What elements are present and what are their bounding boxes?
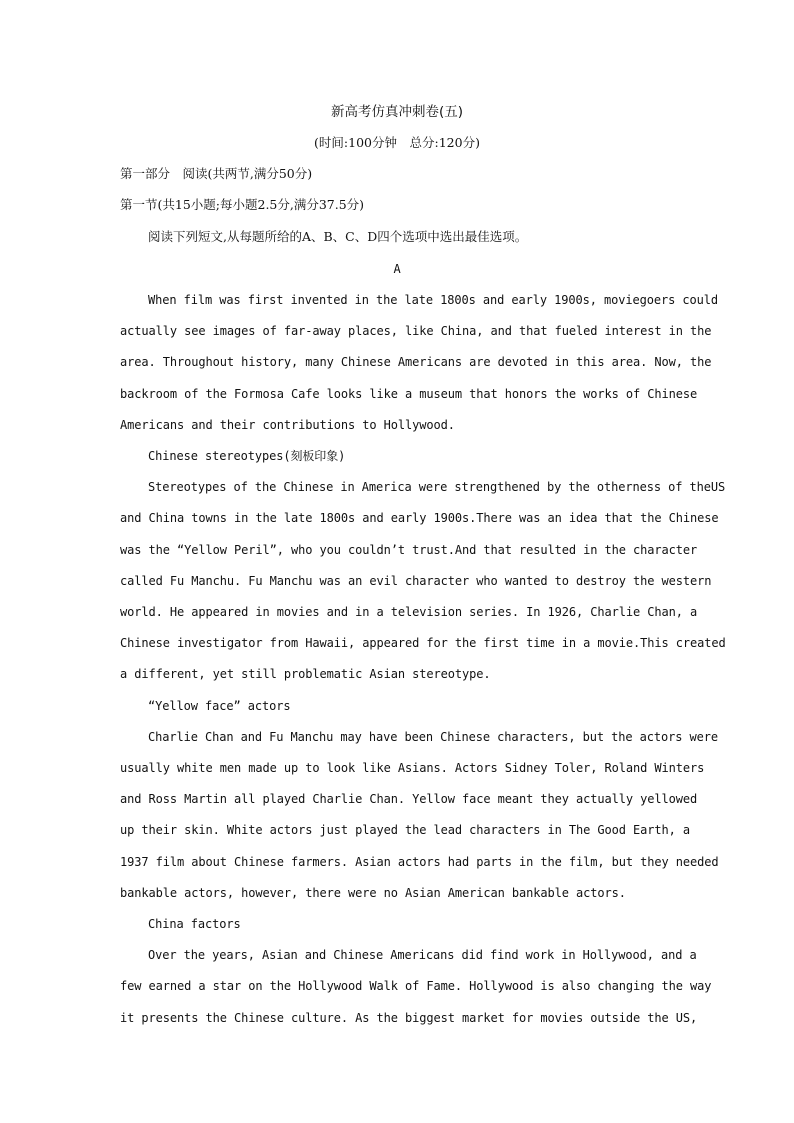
section-heading: 第一节(共15小题;每小题2.5分,满分37.5分) xyxy=(120,197,365,212)
body-line: actually see images of far-away places, like China, and that fueled interest in the xyxy=(120,324,712,338)
subheading-china-factors: China factors xyxy=(148,917,241,931)
body-line: called Fu Manchu. Fu Manchu was an evil character who wanted to destroy the western xyxy=(120,574,712,588)
body-line: bankable actors, however, there were no Asian American bankable actors. xyxy=(120,886,626,900)
body-line: up their skin. White actors just played the lead characters in The Good Earth, a xyxy=(120,823,690,837)
subheading-yellow-face: “Yellow face” actors xyxy=(148,699,291,713)
body-line: a different, yet still problematic Asian stereotype. xyxy=(120,667,491,681)
body-line: usually white men made up to look like Asians. Actors Sidney Toler, Roland Winters xyxy=(120,761,705,775)
body-line: was the “Yellow Peril”, who you couldn’t trust.And that resulted in the character xyxy=(120,543,698,557)
body-line: Americans and their contributions to Hollywood. xyxy=(120,418,455,432)
body-line: backroom of the Formosa Cafe looks like a museum that honors the works of Chinese xyxy=(120,387,698,401)
body-line: 1937 film about Chinese farmers. Asian actors had parts in the film, but they needed xyxy=(120,855,719,869)
passage-label: A xyxy=(393,262,401,276)
body-line: and China towns in the late 1800s and early 1900s.There was an idea that the Chinese xyxy=(120,511,719,525)
instruction-text: 阅读下列短文,从每题所给的A、B、C、D四个选项中选出最佳选项。 xyxy=(148,229,528,244)
body-line: and Ross Martin all played Charlie Chan. Yellow face meant they actually yellowed xyxy=(120,792,698,806)
part-heading: 第一部分 阅读(共两节,满分50分) xyxy=(120,166,313,181)
body-line: When film was first invented in the late 1800s and early 1900s, moviegoers could xyxy=(148,293,718,307)
body-line: few earned a star on the Hollywood Walk of Fame. Hollywood is also changing the way xyxy=(120,979,712,993)
body-line: Chinese investigator from Hawaii, appeared for the first time in a movie.This created xyxy=(120,636,726,650)
body-line: Over the years, Asian and Chinese Americans did find work in Hollywood, and a xyxy=(148,948,697,962)
exam-time-score: (时间:100分钟 总分:120分) xyxy=(314,135,480,150)
body-line: it presents the Chinese culture. As the biggest market for movies outside the US, xyxy=(120,1011,698,1025)
body-line: Stereotypes of the Chinese in America were strengthened by the otherness of theUS xyxy=(148,480,726,494)
body-line: world. He appeared in movies and in a television series. In 1926, Charlie Chan, a xyxy=(120,605,698,619)
body-line: area. Throughout history, many Chinese Americans are devoted in this area. Now, the xyxy=(120,355,712,369)
subheading-stereotypes: Chinese stereotypes(刻板印象) xyxy=(148,449,346,463)
exam-title: 新高考仿真冲刺卷(五) xyxy=(330,104,464,120)
body-line: Charlie Chan and Fu Manchu may have been Chinese characters, but the actors were xyxy=(148,730,718,744)
